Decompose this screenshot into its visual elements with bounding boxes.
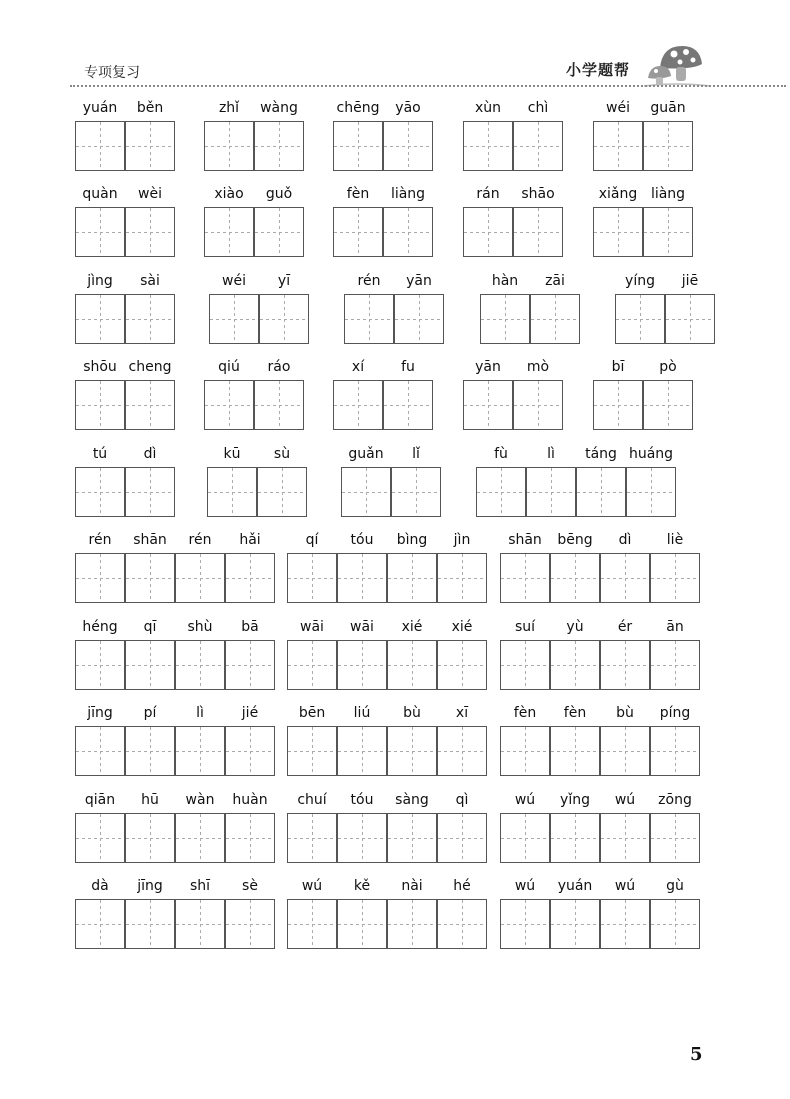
pinyin-exercise	[207, 446, 307, 517]
pinyin-label: bēng	[557, 532, 593, 548]
character-writing-box[interactable]	[600, 640, 650, 690]
brand-name: 小学题帮	[566, 61, 631, 79]
pinyin-label: sài	[140, 273, 160, 289]
character-writing-box[interactable]	[225, 640, 275, 690]
character-writing-box[interactable]	[125, 899, 175, 949]
pinyin-exercise	[75, 792, 275, 863]
pinyin-label: dà	[91, 878, 109, 894]
pinyin-label: tú	[92, 446, 108, 462]
character-writing-box[interactable]	[626, 467, 676, 517]
character-writing-box[interactable]	[463, 121, 513, 171]
character-writing-box[interactable]	[225, 813, 275, 863]
pinyin-exercise	[204, 186, 304, 257]
character-writing-box[interactable]	[513, 121, 563, 171]
pinyin-label: wú	[614, 792, 636, 808]
character-writing-box[interactable]	[437, 553, 487, 603]
character-writing-box[interactable]	[125, 467, 175, 517]
character-writing-box[interactable]	[254, 121, 304, 171]
character-writing-box[interactable]	[75, 467, 125, 517]
character-writing-box[interactable]	[576, 467, 626, 517]
character-writing-box[interactable]	[550, 553, 600, 603]
pinyin-label: rén	[357, 273, 381, 289]
pinyin-label: huàn	[232, 792, 268, 808]
character-writing-box[interactable]	[287, 813, 337, 863]
pinyin-label: yī	[277, 273, 291, 289]
character-writing-box[interactable]	[650, 726, 700, 776]
character-writing-box[interactable]	[341, 467, 391, 517]
pinyin-label: cheng	[128, 359, 172, 375]
pinyin-label: liú	[353, 705, 371, 721]
pinyin-label: rén	[88, 532, 112, 548]
pinyin-label: běn	[136, 100, 164, 116]
pinyin-exercise	[593, 186, 693, 257]
character-writing-box[interactable]	[337, 553, 387, 603]
character-writing-box[interactable]	[75, 294, 125, 344]
character-writing-box[interactable]	[387, 553, 437, 603]
pinyin-label: wàng	[260, 100, 298, 116]
pinyin-label: tóu	[350, 532, 374, 548]
pinyin-label: dì	[618, 532, 632, 548]
character-writing-box[interactable]	[287, 640, 337, 690]
pinyin-exercise	[476, 446, 676, 517]
pinyin-label: gù	[666, 878, 684, 894]
pinyin-exercise	[287, 619, 487, 690]
pinyin-label: xí	[351, 359, 365, 375]
pinyin-exercise	[75, 273, 175, 344]
character-writing-box[interactable]	[175, 553, 225, 603]
character-writing-box[interactable]	[209, 294, 259, 344]
pinyin-label: wèi	[138, 186, 162, 202]
pinyin-label: zāi	[545, 273, 565, 289]
character-writing-box[interactable]	[593, 121, 643, 171]
pinyin-label: hǎi	[239, 532, 261, 548]
character-writing-box[interactable]	[287, 726, 337, 776]
pinyin-exercise	[204, 359, 304, 430]
pinyin-label: píng	[659, 705, 691, 721]
pinyin-label: liè	[666, 532, 684, 548]
character-writing-box[interactable]	[615, 294, 665, 344]
character-writing-box[interactable]	[254, 380, 304, 430]
pinyin-label: rán	[476, 186, 500, 202]
character-writing-box[interactable]	[391, 467, 441, 517]
pinyin-exercise	[75, 532, 275, 603]
pinyin-label: bī	[611, 359, 625, 375]
character-writing-box[interactable]	[643, 121, 693, 171]
pinyin-label: wāi	[300, 619, 324, 635]
character-writing-box[interactable]	[463, 380, 513, 430]
pinyin-label: huáng	[628, 446, 674, 462]
pinyin-exercise	[463, 359, 563, 430]
pinyin-label: sù	[273, 446, 291, 462]
pinyin-exercise	[344, 273, 444, 344]
character-writing-box[interactable]	[333, 380, 383, 430]
character-writing-box[interactable]	[225, 726, 275, 776]
character-writing-box[interactable]	[643, 380, 693, 430]
pinyin-label: táng	[585, 446, 617, 462]
character-writing-box[interactable]	[600, 813, 650, 863]
pinyin-exercise	[500, 532, 700, 603]
pinyin-label: lì	[547, 446, 555, 462]
pinyin-label: xiào	[214, 186, 244, 202]
section-title: 专项复习	[84, 65, 140, 81]
pinyin-label: lǐ	[412, 446, 420, 462]
character-writing-box[interactable]	[254, 207, 304, 257]
pinyin-label: jié	[241, 705, 259, 721]
pinyin-label: dì	[143, 446, 157, 462]
pinyin-label: lì	[196, 705, 204, 721]
pinyin-label: kū	[223, 446, 241, 462]
character-writing-box[interactable]	[257, 467, 307, 517]
pinyin-label: sàng	[395, 792, 429, 808]
pinyin-label: ér	[617, 619, 633, 635]
pinyin-exercise	[75, 619, 275, 690]
pinyin-exercise	[593, 359, 693, 430]
pinyin-exercise	[75, 100, 175, 171]
character-writing-box[interactable]	[593, 207, 643, 257]
character-writing-box[interactable]	[125, 813, 175, 863]
pinyin-exercise	[480, 273, 580, 344]
pinyin-label: fù	[494, 446, 508, 462]
character-writing-box[interactable]	[665, 294, 715, 344]
pinyin-label: qí	[305, 532, 319, 548]
pinyin-label: jīng	[87, 705, 113, 721]
pinyin-exercise	[287, 705, 487, 776]
character-writing-box[interactable]	[259, 294, 309, 344]
pinyin-label: fèn	[513, 705, 537, 721]
character-writing-box[interactable]	[550, 640, 600, 690]
character-writing-box[interactable]	[125, 640, 175, 690]
pinyin-label: jìn	[453, 532, 471, 548]
pinyin-label: suí	[514, 619, 536, 635]
pinyin-exercise	[75, 359, 175, 430]
pinyin-label: yuán	[82, 100, 118, 116]
pinyin-label: chì	[527, 100, 549, 116]
character-writing-box[interactable]	[333, 207, 383, 257]
pinyin-exercise	[75, 705, 275, 776]
page-number: 5	[690, 1044, 703, 1065]
pinyin-label: yù	[566, 619, 584, 635]
character-writing-box[interactable]	[344, 294, 394, 344]
pinyin-exercise	[287, 792, 487, 863]
character-writing-box[interactable]	[500, 813, 550, 863]
pinyin-label: wéi	[222, 273, 246, 289]
character-writing-box[interactable]	[175, 899, 225, 949]
pinyin-exercise	[500, 792, 700, 863]
pinyin-label: rén	[188, 532, 212, 548]
character-writing-box[interactable]	[600, 553, 650, 603]
pinyin-exercise	[333, 186, 433, 257]
pinyin-exercise	[75, 446, 175, 517]
pinyin-label: yān	[475, 359, 501, 375]
character-writing-box[interactable]	[650, 640, 700, 690]
pinyin-label: yǐng	[560, 792, 590, 808]
pinyin-label: qì	[455, 792, 469, 808]
pinyin-exercise	[463, 186, 563, 257]
pinyin-label: wú	[514, 792, 536, 808]
pinyin-exercise	[593, 100, 693, 171]
character-writing-box[interactable]	[600, 726, 650, 776]
pinyin-exercise	[333, 359, 433, 430]
pinyin-label: pò	[659, 359, 677, 375]
character-writing-box[interactable]	[387, 899, 437, 949]
pinyin-label: ān	[666, 619, 684, 635]
pinyin-exercise	[287, 878, 487, 949]
character-writing-box[interactable]	[383, 207, 433, 257]
character-writing-box[interactable]	[500, 553, 550, 603]
pinyin-label: fèn	[563, 705, 587, 721]
pinyin-label: wú	[514, 878, 536, 894]
character-writing-box[interactable]	[337, 640, 387, 690]
pinyin-label: tóu	[350, 792, 374, 808]
pinyin-label: yāo	[395, 100, 421, 116]
character-writing-box[interactable]	[550, 813, 600, 863]
character-writing-box[interactable]	[394, 294, 444, 344]
character-writing-box[interactable]	[476, 467, 526, 517]
character-writing-box[interactable]	[75, 726, 125, 776]
character-writing-box[interactable]	[650, 813, 700, 863]
pinyin-label: shī	[189, 878, 211, 894]
character-writing-box[interactable]	[287, 899, 337, 949]
character-writing-box[interactable]	[383, 121, 433, 171]
character-writing-box[interactable]	[500, 899, 550, 949]
pinyin-exercise	[500, 705, 700, 776]
character-writing-box[interactable]	[333, 121, 383, 171]
pinyin-label: xié	[401, 619, 423, 635]
character-writing-box[interactable]	[125, 294, 175, 344]
character-writing-box[interactable]	[225, 553, 275, 603]
character-writing-box[interactable]	[437, 726, 487, 776]
character-writing-box[interactable]	[75, 640, 125, 690]
pinyin-label: shān	[508, 532, 542, 548]
character-writing-box[interactable]	[125, 380, 175, 430]
pinyin-label: bù	[403, 705, 421, 721]
character-writing-box[interactable]	[204, 207, 254, 257]
character-writing-box[interactable]	[550, 726, 600, 776]
pinyin-exercise	[204, 100, 304, 171]
pinyin-label: shāo	[521, 186, 555, 202]
pinyin-exercise	[615, 273, 715, 344]
pinyin-label: xùn	[474, 100, 502, 116]
character-writing-box[interactable]	[175, 726, 225, 776]
character-writing-box[interactable]	[75, 121, 125, 171]
character-writing-box[interactable]	[643, 207, 693, 257]
pinyin-label: pí	[143, 705, 157, 721]
pinyin-label: hé	[453, 878, 471, 894]
character-writing-box[interactable]	[337, 726, 387, 776]
character-writing-box[interactable]	[175, 813, 225, 863]
character-writing-box[interactable]	[337, 813, 387, 863]
character-writing-box[interactable]	[75, 207, 125, 257]
pinyin-label: qiú	[218, 359, 240, 375]
character-writing-box[interactable]	[530, 294, 580, 344]
pinyin-label: guǒ	[265, 186, 293, 202]
pinyin-label: shān	[133, 532, 167, 548]
character-writing-box[interactable]	[204, 380, 254, 430]
character-writing-box[interactable]	[287, 553, 337, 603]
character-writing-box[interactable]	[383, 380, 433, 430]
pinyin-label: wú	[614, 878, 636, 894]
character-writing-box[interactable]	[75, 899, 125, 949]
pinyin-label: liàng	[650, 186, 686, 202]
character-writing-box[interactable]	[437, 813, 487, 863]
pinyin-label: ráo	[267, 359, 291, 375]
character-writing-box[interactable]	[650, 553, 700, 603]
character-writing-box[interactable]	[75, 380, 125, 430]
pinyin-label: wéi	[606, 100, 630, 116]
pinyin-label: wāi	[350, 619, 374, 635]
character-writing-box[interactable]	[437, 899, 487, 949]
character-writing-box[interactable]	[513, 207, 563, 257]
pinyin-label: xiǎng	[598, 186, 638, 202]
character-writing-box[interactable]	[75, 553, 125, 603]
pinyin-label: nài	[401, 878, 423, 894]
pinyin-label: chuí	[297, 792, 327, 808]
pinyin-label: liàng	[390, 186, 426, 202]
pinyin-label: shù	[187, 619, 213, 635]
character-writing-box[interactable]	[513, 380, 563, 430]
pinyin-label: hàn	[491, 273, 519, 289]
pinyin-label: guān	[650, 100, 686, 116]
character-writing-box[interactable]	[225, 899, 275, 949]
pinyin-label: xié	[451, 619, 473, 635]
pinyin-label: zhǐ	[218, 100, 240, 116]
pinyin-label: wú	[301, 878, 323, 894]
pinyin-label: qī	[143, 619, 157, 635]
character-writing-box[interactable]	[207, 467, 257, 517]
pinyin-exercise	[500, 878, 700, 949]
character-writing-box[interactable]	[204, 121, 254, 171]
pinyin-label: fu	[401, 359, 415, 375]
pinyin-label: zōng	[658, 792, 692, 808]
character-writing-box[interactable]	[500, 726, 550, 776]
character-writing-box[interactable]	[337, 899, 387, 949]
character-writing-box[interactable]	[387, 726, 437, 776]
pinyin-label: chēng	[336, 100, 380, 116]
pinyin-label: yān	[406, 273, 432, 289]
pinyin-label: wàn	[185, 792, 215, 808]
character-writing-box[interactable]	[500, 640, 550, 690]
character-writing-box[interactable]	[125, 207, 175, 257]
pinyin-label: bēn	[298, 705, 326, 721]
pinyin-exercise	[75, 186, 175, 257]
header-divider	[70, 85, 786, 87]
character-writing-box[interactable]	[387, 640, 437, 690]
pinyin-label: bìng	[396, 532, 428, 548]
character-writing-box[interactable]	[125, 121, 175, 171]
pinyin-exercise	[75, 878, 275, 949]
character-writing-box[interactable]	[463, 207, 513, 257]
character-writing-box[interactable]	[593, 380, 643, 430]
character-writing-box[interactable]	[125, 553, 175, 603]
pinyin-exercise	[463, 100, 563, 171]
pinyin-exercise	[500, 619, 700, 690]
pinyin-label: guǎn	[348, 446, 384, 462]
pinyin-label: shōu	[83, 359, 117, 375]
pinyin-label: jīng	[137, 878, 163, 894]
character-writing-box[interactable]	[480, 294, 530, 344]
pinyin-label: fèn	[346, 186, 370, 202]
pinyin-label: sè	[242, 878, 258, 894]
character-writing-box[interactable]	[125, 726, 175, 776]
pinyin-exercise	[209, 273, 309, 344]
character-writing-box[interactable]	[387, 813, 437, 863]
pinyin-label: jìng	[87, 273, 113, 289]
character-writing-box[interactable]	[550, 899, 600, 949]
pinyin-label: mò	[526, 359, 550, 375]
pinyin-exercise	[333, 100, 433, 171]
character-writing-box[interactable]	[600, 899, 650, 949]
character-writing-box[interactable]	[75, 813, 125, 863]
pinyin-label: qiān	[84, 792, 116, 808]
pinyin-label: yuán	[557, 878, 593, 894]
character-writing-box[interactable]	[526, 467, 576, 517]
pinyin-label: quàn	[82, 186, 118, 202]
pinyin-label: jiē	[681, 273, 699, 289]
character-writing-box[interactable]	[175, 640, 225, 690]
pinyin-exercise	[287, 532, 487, 603]
pinyin-exercise	[341, 446, 441, 517]
mushroom-logo-icon	[644, 40, 710, 88]
pinyin-label: kě	[353, 878, 371, 894]
character-writing-box[interactable]	[650, 899, 700, 949]
pinyin-label: yíng	[625, 273, 655, 289]
pinyin-label: bù	[616, 705, 634, 721]
pinyin-label: hū	[141, 792, 159, 808]
pinyin-label: xī	[455, 705, 469, 721]
pinyin-label: bā	[241, 619, 259, 635]
character-writing-box[interactable]	[437, 640, 487, 690]
pinyin-label: héng	[82, 619, 118, 635]
